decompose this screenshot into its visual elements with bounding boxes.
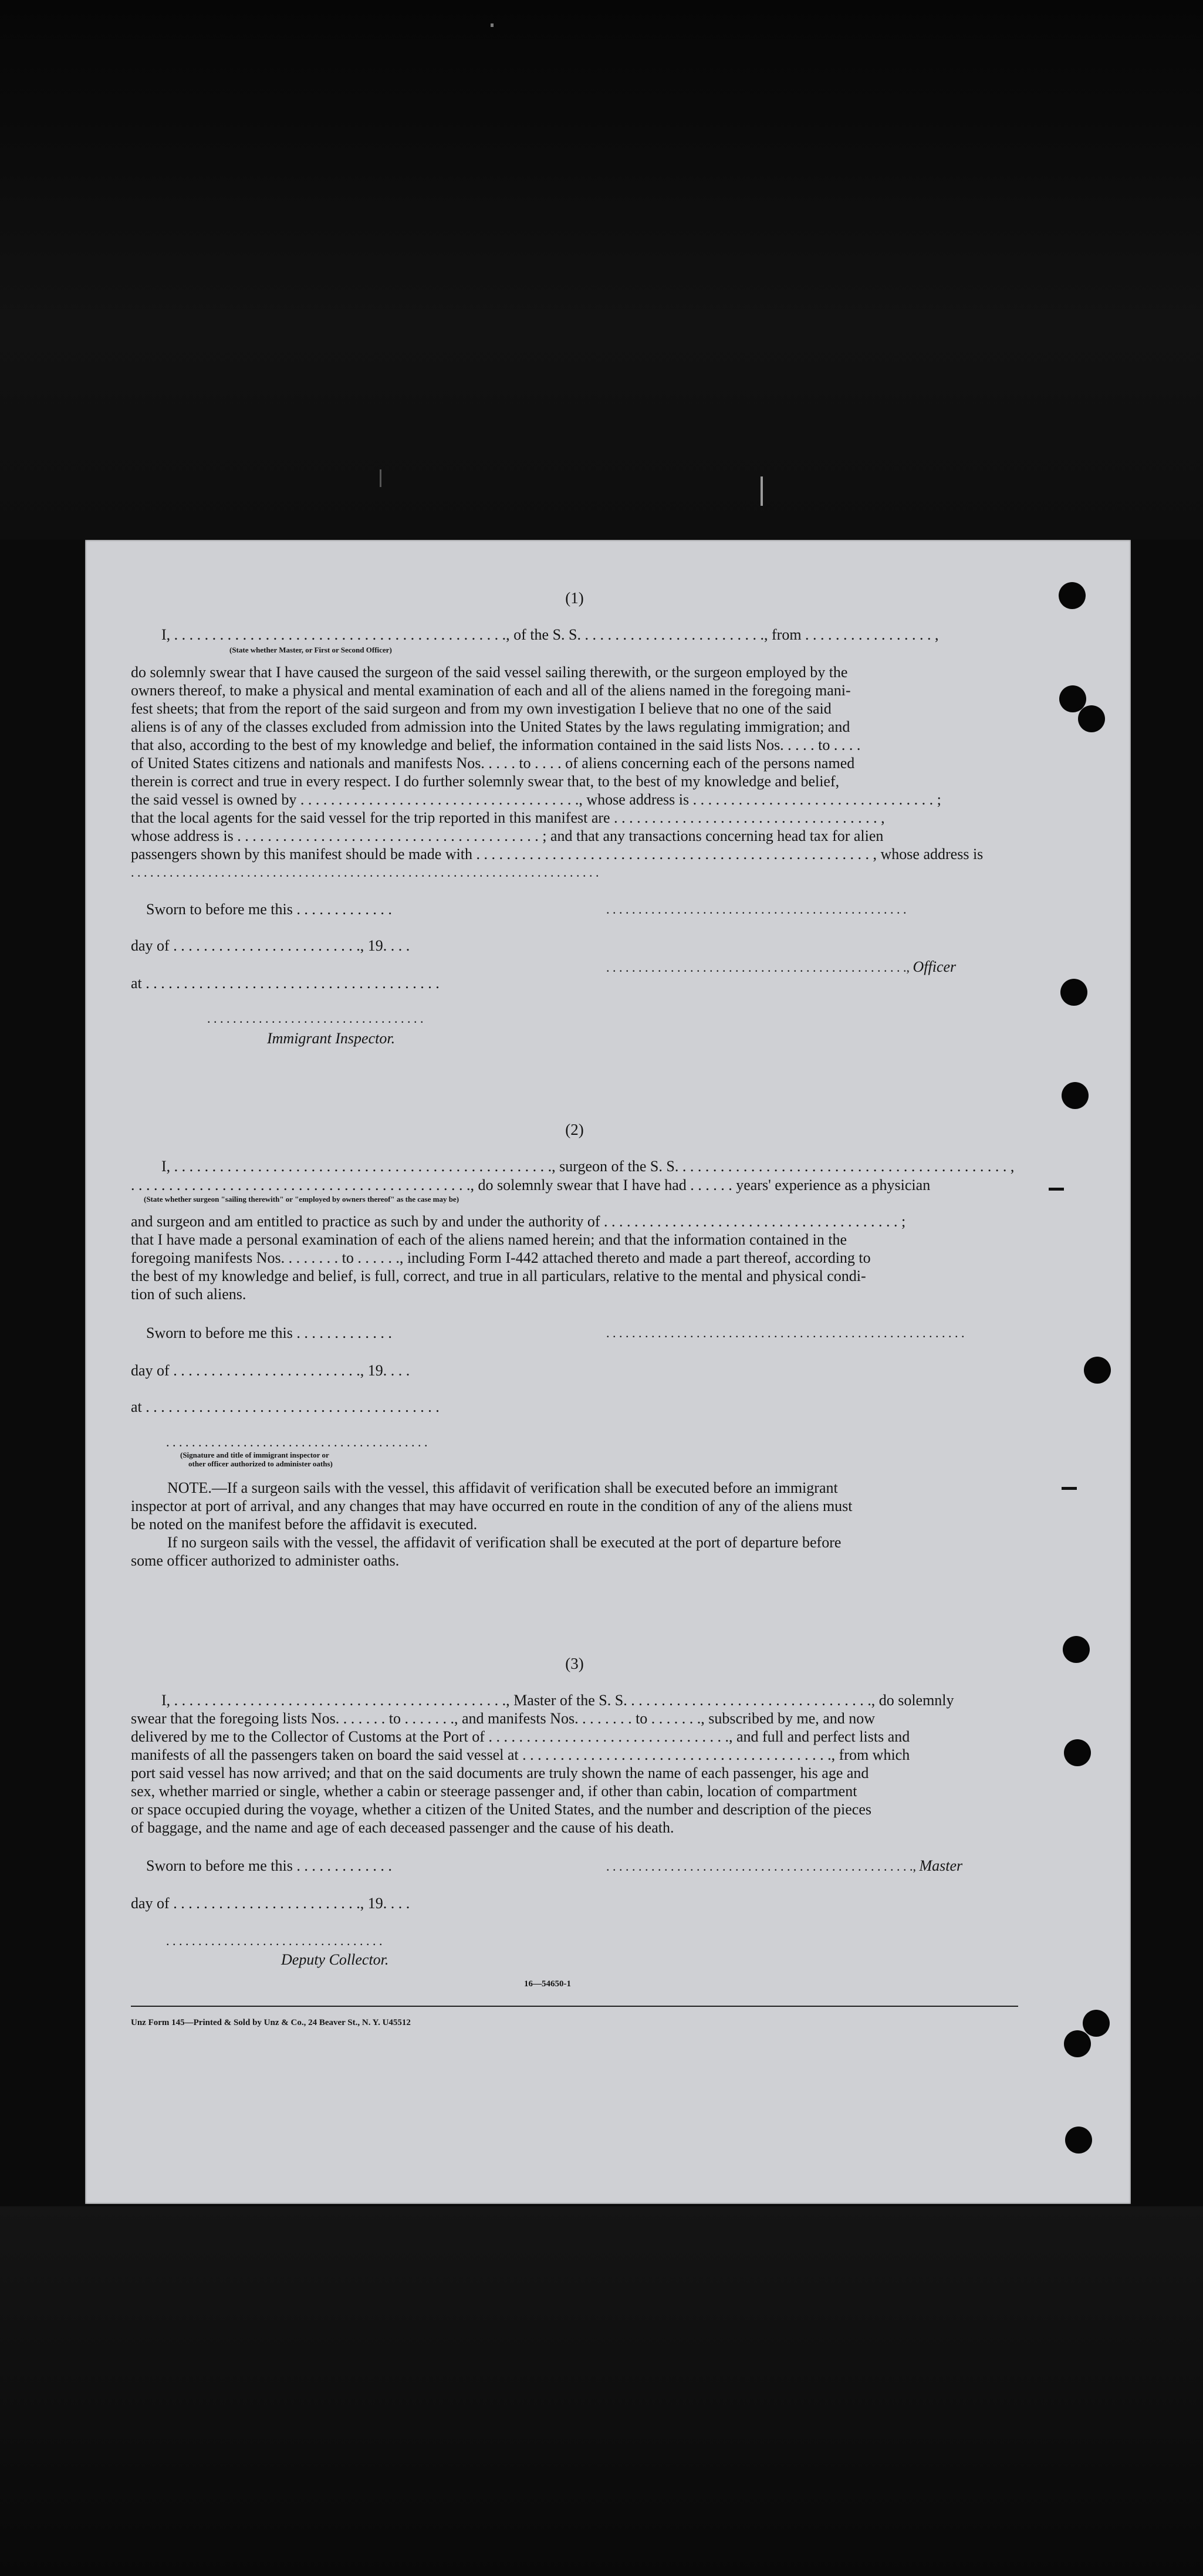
section-2-day-line: day of . . . . . . . . . . . . . . . . . . . . . . . . ., 19. . . . xyxy=(131,1362,410,1379)
punch-hole xyxy=(1083,2010,1110,2037)
section-1-body-line: whose address is . . . . . . . . . . . . . . . . . . . . . . . . . . . . . . . . . . . . . . . . ; and that any transactions concerning head tax for alien xyxy=(131,827,884,844)
section-1-day-line: day of . . . . . . . . . . . . . . . . . . . . . . . . ., 19. . . . xyxy=(131,937,410,954)
section-3-body-line: I, . . . . . . . . . . . . . . . . . . . . . . . . . . . . . . . . . . . . . . . . . . . ., Master of the S. S. . . . . . . . . . . . . . . . . . . . . . . . . . . . . . . . ., do solemnly xyxy=(161,1692,954,1709)
punch-hole xyxy=(1060,979,1087,1006)
manifest-affidavit-page xyxy=(85,540,1131,2204)
section-3-number: (3) xyxy=(565,1655,584,1672)
section-3-body-line: port said vessel has now arrived; and that on the said documents are truly shown the name of each passenger, his age and xyxy=(131,1764,869,1781)
section-3-master-line xyxy=(606,1857,962,1875)
section-2-note-line: some officer authorized to administer oaths. xyxy=(131,1552,400,1569)
section-1-officer-line xyxy=(606,958,956,976)
section-1-body-line: do solemnly swear that I have caused the surgeon of the said vessel sailing therewith, or the surgeon employed by the xyxy=(131,664,848,681)
section-1-inspector-signature-line: . . . . . . . . . . . . . . . . . . . . . . . . . . . . . . . . . . xyxy=(207,1011,424,1026)
section-1-body-line: . . . . . . . . . . . . . . . . . . . . . . . . . . . . . . . . . . . . . . . . . . . . . . . . . . . . . . . . . . . . . . . . . . . . . . . . . xyxy=(131,865,599,880)
section-1-body-line: owners thereof, to make a physical and mental examination of each and all of the aliens named in the foregoing mani- xyxy=(131,682,851,699)
section-1-body-line: that the local agents for the said vessel for the trip reported in this manifest are . . . . . . . . . . . . . . . . . . . . . . . . . . . . . . . . . . . , xyxy=(131,809,885,826)
section-2-body-line: and surgeon and am entitled to practice as such by and under the authority of . . . . . . . . . . . . . . . . . . . . . . . . . . . . . . . . . . . . . . . ; xyxy=(131,1213,906,1230)
section-2-at-line: at . . . . . . . . . . . . . . . . . . . . . . . . . . . . . . . . . . . . . . . xyxy=(131,1398,440,1415)
section-2-sworn-line: Sworn to before me this . . . . . . . . . . . . . xyxy=(146,1324,392,1341)
scan-background-bottom xyxy=(0,2206,1203,2576)
scan-speck xyxy=(380,469,381,487)
section-2-signature-caption: other officer authorized to administer oaths) xyxy=(188,1459,333,1468)
section-1-body-line: fest sheets; that from the report of the said surgeon and from my own investigation I believe that no one of the said xyxy=(131,700,832,717)
section-3-body-line: sex, whether married or single, whether a cabin or steerage passenger and, if other than cabin, location of compartment xyxy=(131,1783,857,1800)
printer-imprint: Unz Form 145—Printed & Sold by Unz & Co., 24 Beaver St., N. Y. U45512 xyxy=(131,2018,411,2027)
footer-rule xyxy=(131,2006,1018,2007)
section-3-collector-label: Deputy Collector. xyxy=(281,1951,389,1968)
section-3-master-dots: . . . . . . . . . . . . . . . . . . . . . . . . . . . . . . . . . . . . . . . . . . . . . . . ., xyxy=(606,1859,920,1874)
section-2-experience-line: . . . . . . . . . . . . . . . . . . . . . . . . . . . . . . . . . . . . . . . . . . . . ., do solemnly swear that I have had . . . . . . years' experience as a physician xyxy=(131,1177,931,1194)
section-2-note-line: If no surgeon sails with the vessel, the affidavit of verification shall be executed at the port of departure before xyxy=(167,1534,842,1551)
section-1-at-line: at . . . . . . . . . . . . . . . . . . . . . . . . . . . . . . . . . . . . . . . xyxy=(131,975,440,992)
section-1-officer-label: Officer xyxy=(913,958,957,975)
section-2-note-line: inspector at port of arrival, and any changes that may have occurred en route in the condition of any of the aliens must xyxy=(131,1497,853,1515)
section-1-number: (1) xyxy=(565,589,584,607)
section-1-inspector-label: Immigrant Inspector. xyxy=(267,1030,396,1047)
section-1-body-line: of United States citizens and nationals and manifests Nos. . . . . to . . . . of aliens concerning each of the persons named xyxy=(131,755,855,772)
punch-hole xyxy=(1062,1082,1089,1109)
section-2-note-line: NOTE.—If a surgeon sails with the vessel, this affidavit of verification shall be executed before an immigrant xyxy=(167,1479,838,1496)
section-2-body-line: the best of my knowledge and belief, is full, correct, and true in all particulars, relative to the mental and physical condi- xyxy=(131,1267,866,1284)
tick-mark xyxy=(1049,1188,1064,1191)
section-2-number: (2) xyxy=(565,1121,584,1138)
section-2-surgeon-signature-line: . . . . . . . . . . . . . . . . . . . . . . . . . . . . . . . . . . . . . . . . . . . . . . . . . . . . . . . . xyxy=(606,1326,965,1340)
section-2-note-line: be noted on the manifest before the affidavit is executed. xyxy=(131,1516,478,1533)
section-3-sworn-line: Sworn to before me this . . . . . . . . . . . . . xyxy=(146,1857,392,1874)
section-1-body-line: the said vessel is owned by . . . . . . . . . . . . . . . . . . . . . . . . . . . . . . . . . . . . ., whose address is . . . . . . . . . . . . . . . . . . . . . . . . . . . . . . . . ; xyxy=(131,791,941,808)
section-2-body-line: that I have made a personal examination of each of the aliens named herein; and that the information contained in the xyxy=(131,1231,847,1248)
section-1-officer-dots: . . . . . . . . . . . . . . . . . . . . . . . . . . . . . . . . . . . . . . . . . . . . . . ., xyxy=(606,960,913,975)
section-1-body-line: passengers shown by this manifest should be made with . . . . . . . . . . . . . . . . . . . . . . . . . . . . . . . . . . . . . . . . . . . . . . . . . . . . , whose address is xyxy=(131,846,984,863)
form-code: 16—54650-1 xyxy=(524,1979,571,1989)
section-1-opening-line: I, . . . . . . . . . . . . . . . . . . . . . . . . . . . . . . . . . . . . . . . . . . . ., of the S. S. . . . . . . . . . . . . . . . . . . . . . . . ., from . . . . . . . . . . . . . . . . . , xyxy=(161,626,939,643)
section-3-day-line: day of . . . . . . . . . . . . . . . . . . . . . . . . ., 19. . . . xyxy=(131,1895,410,1912)
punch-hole xyxy=(1064,2030,1091,2057)
tick-mark xyxy=(1062,1487,1077,1490)
section-3-master-label: Master xyxy=(919,1857,963,1874)
section-1-body-line: therein is correct and true in every respect. I do further solemnly swear that, to the best of my knowledge and belief, xyxy=(131,773,840,790)
section-1-officer-signature-line: . . . . . . . . . . . . . . . . . . . . . . . . . . . . . . . . . . . . . . . . . . . . . . . xyxy=(606,902,907,917)
scan-background-top xyxy=(0,0,1203,540)
section-2-signature-caption: (Signature and title of immigrant inspector or xyxy=(180,1451,329,1459)
section-3-collector-signature-line: . . . . . . . . . . . . . . . . . . . . . . . . . . . . . . . . . . xyxy=(166,1933,383,1948)
section-1-sworn-line: Sworn to before me this . . . . . . . . . . . . . xyxy=(146,901,392,918)
punch-hole xyxy=(1084,1357,1111,1384)
section-2-inspector-signature-line: . . . . . . . . . . . . . . . . . . . . . . . . . . . . . . . . . . . . . . . . . xyxy=(166,1435,428,1449)
section-3-body-line: delivered by me to the Collector of Customs at the Port of . . . . . . . . . . . . . . . . . . . . . . . . . . . . . . . ., and full and perfect lists and xyxy=(131,1728,910,1745)
punch-hole xyxy=(1064,1739,1091,1766)
scan-speck xyxy=(761,476,763,506)
section-3-body-line: swear that the foregoing lists Nos. . . . . . . to . . . . . . ., and manifests Nos. . . . . . . . to . . . . . . ., subscribed by me, and now xyxy=(131,1710,876,1727)
punch-hole xyxy=(1065,2127,1092,2154)
section-3-body-line: manifests of all the passengers taken on board the said vessel at . . . . . . . . . . . . . . . . . . . . . . . . . . . . . . . . . . . . . . . . ., from which xyxy=(131,1746,910,1763)
section-1-officer-caption: (State whether Master, or First or Second Officer) xyxy=(229,645,392,654)
section-2-body-line: tion of such aliens. xyxy=(131,1286,246,1303)
section-2-body-line: foregoing manifests Nos. . . . . . . . to . . . . . ., including Form I-442 attached thereto and made a part thereof, according to xyxy=(131,1249,871,1266)
section-3-body-line: of baggage, and the name and age of each deceased passenger and the cause of his death. xyxy=(131,1819,674,1836)
scan-speck xyxy=(491,23,494,27)
punch-hole xyxy=(1078,705,1105,732)
section-2-opening-line: I, . . . . . . . . . . . . . . . . . . . . . . . . . . . . . . . . . . . . . . . . . . . . . . . . . ., surgeon of the S. S. . . . . . . . . . . . . . . . . . . . . . . . . . . . . . . . . . . . . . . . . . . . , xyxy=(161,1158,1015,1175)
section-1-body-line: that also, according to the best of my knowledge and belief, the information contained in the said lists Nos. . . . . to . . . . xyxy=(131,736,861,753)
section-2-surgeon-caption: (State whether surgeon "sailing therewith" or "employed by owners thereof" as the case may be) xyxy=(144,1195,459,1204)
punch-hole xyxy=(1063,1636,1090,1663)
section-1-body-line: aliens is of any of the classes excluded from admission into the United States by the laws regulating immigration; and xyxy=(131,718,850,735)
section-3-body-line: or space occupied during the voyage, whether a citizen of the United States, and the number and description of the pieces xyxy=(131,1801,872,1818)
punch-hole xyxy=(1059,582,1086,609)
